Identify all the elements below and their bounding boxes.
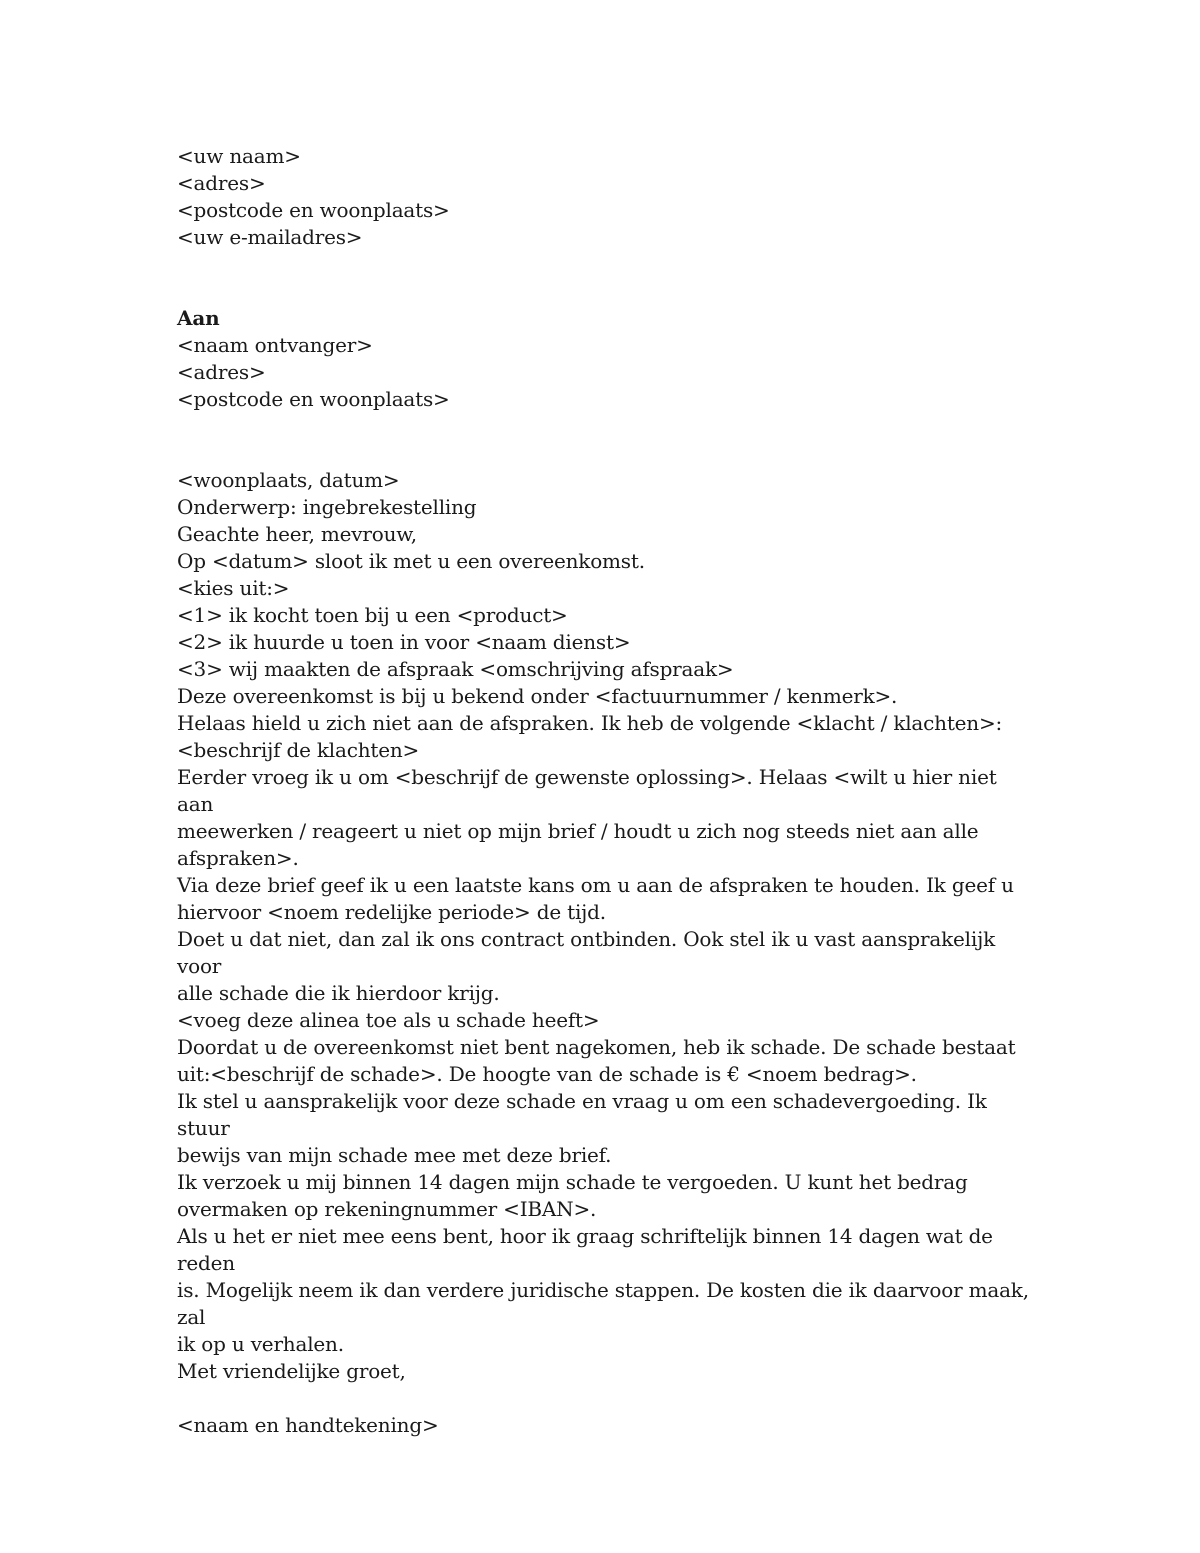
body-line: is. Mogelijk neem ik dan verdere juridische stappen. De kosten die ik daarvoor maak, zal bbox=[177, 1278, 1036, 1329]
sender-address: <adres> bbox=[177, 171, 266, 195]
body-line: <voeg deze alinea toe als u schade heeft> bbox=[177, 1008, 600, 1032]
sender-email: <uw e-mailadres> bbox=[177, 225, 363, 249]
body-line: Ik stel u aansprakelijk voor deze schade en vraag u om een schadevergoeding. Ik stuur bbox=[177, 1089, 993, 1140]
sender-name: <uw naam> bbox=[177, 144, 301, 168]
spacer bbox=[177, 251, 1037, 305]
body-line: Via deze brief geef ik u een laatste kans om u aan de afspraken te houden. Ik geef u bbox=[177, 873, 1014, 897]
body-line: Op <datum> sloot ik met u een overeenkomst. bbox=[177, 549, 645, 573]
sender-postcode-city: <postcode en woonplaats> bbox=[177, 198, 450, 222]
body-line: Helaas hield u zich niet aan de afspraken. Ik heb de volgende <klacht / klachten>: bbox=[177, 711, 1003, 735]
letter-content bbox=[177, 467, 1037, 1385]
option-1: <1> ik kocht toen bij u een <product> bbox=[177, 603, 568, 627]
option-2: <2> ik huurde u toen in voor <naam dienst> bbox=[177, 630, 631, 654]
body-line: overmaken op rekeningnummer <IBAN>. bbox=[177, 1197, 597, 1221]
letter-body bbox=[177, 143, 1037, 1439]
body-line: Als u het er niet mee eens bent, hoor ik graag schriftelijk binnen 14 dagen wat de reden bbox=[177, 1224, 999, 1275]
place-date: <woonplaats, datum> bbox=[177, 468, 400, 492]
body-line: bewijs van mijn schade mee met deze brief. bbox=[177, 1143, 612, 1167]
option-3: <3> wij maakten de afspraak <omschrijving afspraak> bbox=[177, 657, 734, 681]
body-line: Deze overeenkomst is bij u bekend onder <factuurnummer / kenmerk>. bbox=[177, 684, 898, 708]
body-line: Eerder vroeg ik u om <beschrijf de gewenste oplossing>. Helaas <wilt u hier niet aan bbox=[177, 765, 1003, 816]
body-line: Doet u dat niet, dan zal ik ons contract ontbinden. Ook stel ik u vast aansprakelijk voor bbox=[177, 927, 1002, 978]
recipient-block bbox=[177, 305, 1037, 413]
spacer bbox=[177, 1385, 1037, 1412]
salutation: Geachte heer, mevrouw, bbox=[177, 522, 417, 546]
recipient-address: <adres> bbox=[177, 360, 266, 384]
body-line: afspraken>. bbox=[177, 846, 299, 870]
body-line: alle schade die ik hierdoor krijg. bbox=[177, 981, 500, 1005]
body-line: meewerken / reageert u niet op mijn brief / houdt u zich nog steeds niet aan alle bbox=[177, 819, 979, 843]
body-line: Ik verzoek u mij binnen 14 dagen mijn schade te vergoeden. U kunt het bedrag bbox=[177, 1170, 968, 1194]
spacer bbox=[177, 413, 1037, 467]
sender-block bbox=[177, 143, 1037, 251]
recipient-postcode-city: <postcode en woonplaats> bbox=[177, 387, 450, 411]
body-line: uit:<beschrijf de schade>. De hoogte van de schade is € <noem bedrag>. bbox=[177, 1062, 917, 1086]
body-line: Doordat u de overeenkomst niet bent nagekomen, heb ik schade. De schade bestaat bbox=[177, 1035, 1016, 1059]
body-line: hiervoor <noem redelijke periode> de tijd. bbox=[177, 900, 606, 924]
body-line: <beschrijf de klachten> bbox=[177, 738, 420, 762]
closing: Met vriendelijke groet, bbox=[177, 1359, 406, 1383]
body-line: ik op u verhalen. bbox=[177, 1332, 344, 1356]
recipient-heading: Aan bbox=[177, 306, 220, 330]
body-line: <kies uit:> bbox=[177, 576, 290, 600]
recipient-name: <naam ontvanger> bbox=[177, 333, 373, 357]
signature-placeholder: <naam en handtekening> bbox=[177, 1413, 439, 1437]
subject-line: Onderwerp: ingebrekestelling bbox=[177, 495, 477, 519]
